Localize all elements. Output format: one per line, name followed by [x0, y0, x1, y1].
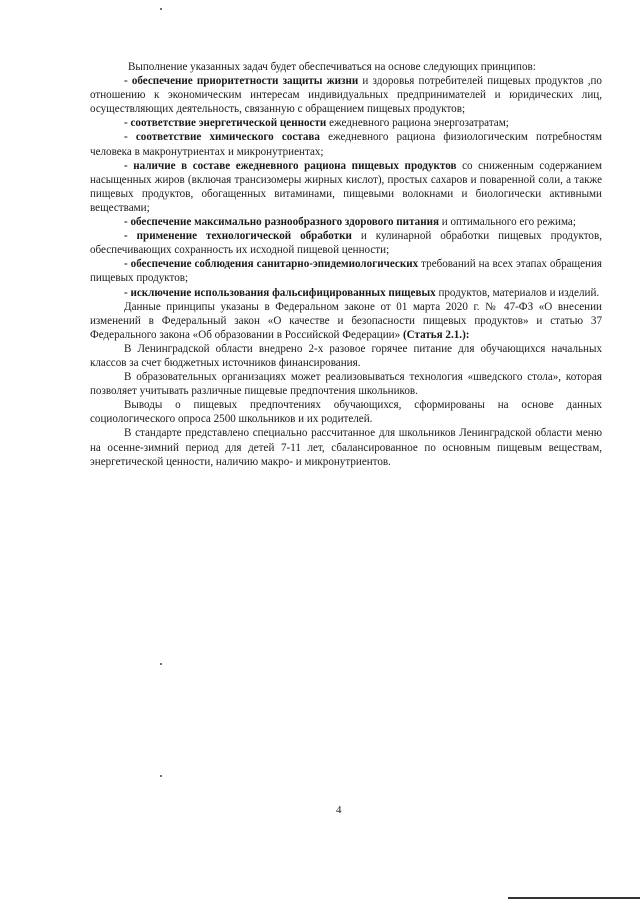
- page-number: 4: [336, 804, 342, 816]
- principle-title: - обеспечение максимально разнообразного здорового питания: [124, 216, 439, 229]
- principle-item: [90, 286, 602, 300]
- principle-title: - обеспечение приоритетности защиты жизни: [124, 75, 359, 88]
- principle-text: ежедневного рациона физиологическим потребностям человека в макронутриентах и микронутриентах;: [90, 131, 602, 158]
- principle-item: [90, 116, 602, 130]
- scan-speck: [160, 663, 162, 665]
- law-article: (Статья 2.1.):: [402, 328, 470, 341]
- scan-edge-line: [508, 897, 640, 899]
- body-paragraph: Выводы о пищевых предпочтениях обучающихся, сформированы на основе данных социологического опроса 2500 школьников и их родителей.: [90, 399, 602, 426]
- law-reference-paragraph: [90, 300, 602, 342]
- principle-title: - соответствие химического состава: [124, 131, 320, 144]
- principle-item: [90, 215, 602, 229]
- principle-item: [90, 257, 602, 285]
- body-paragraph: В стандарте представлено специально рассчитанное для школьников Ленинградской области меню на осенне-зимний период для детей 7-11 лет, сбалансированное по основным пищевым веществам, энергетической ценности, наличию макро- и микронутриентов.: [90, 427, 602, 468]
- principle-text: и здоровья потребителей пищевых продуктов ,по отношению к экономическим интересам индивидуальных предпринимателей и юридических лиц, осуществляющих деятельность, связанную с обращением пищевых продуктов;: [90, 75, 602, 116]
- principle-text: и кулинарной обработки пищевых продуктов, обеспечивающих сохранность их исходной пищевой ценности;: [90, 230, 602, 257]
- principle-title: - исключение использования фальсифицированных пищевых: [124, 286, 436, 299]
- principle-text: продуктов, материалов и изделий.: [435, 286, 600, 299]
- law-reference-text: Данные принципы указаны в Федеральном законе от 01 марта 2020 г. № 47-ФЗ «О внесении изменений в Федеральный закон «О качестве и безопасности пищевых продуктов» и статью 37 Федерального закона «Об образовании в Российской Федерации»: [90, 300, 602, 341]
- principle-title: - соответствие энергетической ценности: [124, 117, 327, 130]
- principle-title: - наличие в составе ежедневного рациона пищевых продуктов: [124, 159, 457, 172]
- principle-item: [90, 159, 602, 215]
- document-body: [90, 60, 602, 469]
- principle-item: [90, 130, 602, 158]
- principle-text: ежедневного рациона энергозатратам;: [326, 117, 509, 130]
- principle-title: - применение технологической обработки: [124, 230, 352, 243]
- scan-speck: [160, 775, 162, 777]
- principle-title: - обеспечение соблюдения санитарно-эпидемиологических: [124, 258, 419, 271]
- scan-speck: [160, 8, 162, 10]
- principle-item: [90, 229, 602, 257]
- intro-paragraph: Выполнение указанных задач будет обеспечиваться на основе следующих принципов:: [128, 61, 536, 73]
- principle-text: со сниженным содержанием насыщенных жиров (включая трансизомеры жирных кислот), простых сахаров и поваренной соли, а также пищевых продуктов, обогащенных витаминами, пищевыми волокнами и биологически активными веществами;: [90, 159, 602, 214]
- body-paragraph: В Ленинградской области внедрено 2-х разовое горячее питание для обучающихся начальных классов за счет бюджетных источников финансирования.: [90, 342, 602, 369]
- principle-text: требований на всех этапах обращения пищевых продуктов;: [90, 258, 603, 285]
- principle-text: и оптимального его режима;: [439, 216, 576, 229]
- body-paragraph: В образовательных организациях может реализовываться технология «шведского стола», которая позволяет учитывать различные пищевые предпочтения школьников.: [90, 371, 602, 398]
- principle-item: [90, 74, 602, 116]
